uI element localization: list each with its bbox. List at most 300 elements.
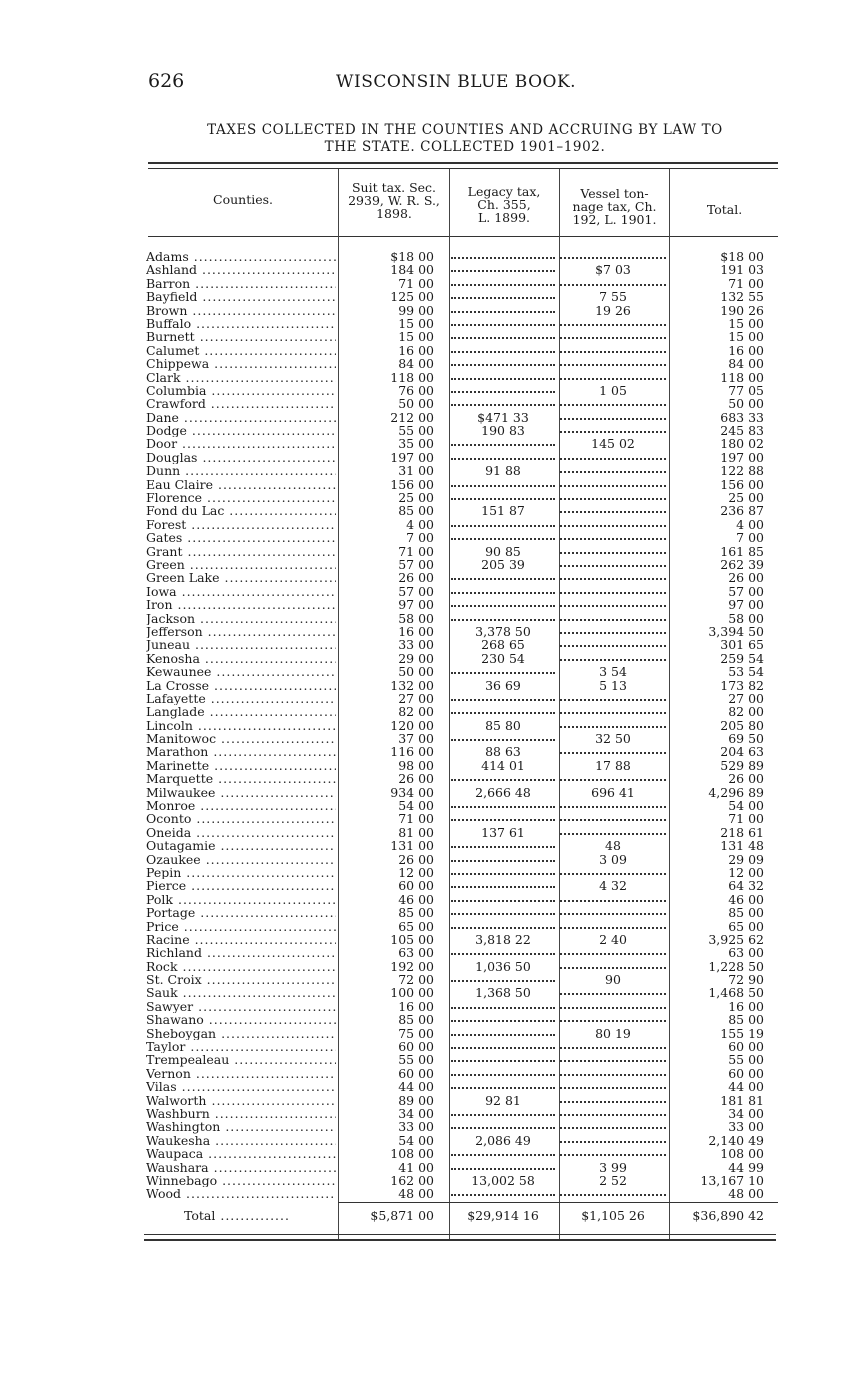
- county-name: Waukesha .....: [146, 1134, 336, 1147]
- suit-tax-value: 118 00: [390, 369, 434, 385]
- dot-leader: [451, 1013, 555, 1022]
- table-row: [0, 933, 859, 946]
- suit-tax-value: 75 00: [398, 1025, 434, 1041]
- table-row: [0, 866, 859, 879]
- county-name: Green Lake .....: [146, 571, 336, 584]
- header-legacy-tax-line: Ch. 355,: [477, 197, 531, 212]
- county-name: Vernon .....: [146, 1067, 336, 1080]
- suit-tax-value: 156 00: [390, 476, 434, 492]
- dot-leader: [560, 344, 666, 353]
- dot-leader: [560, 585, 666, 594]
- dot-leader: [451, 437, 555, 446]
- total-value: 204 63: [720, 744, 764, 760]
- suit-tax-value: 85 00: [398, 905, 434, 921]
- header-bottom-rule: [148, 236, 778, 237]
- suit-tax-value: 184 00: [390, 262, 434, 278]
- legacy-tax-value: [451, 799, 555, 812]
- dot-leader: [451, 304, 555, 313]
- total-value: 84 00: [728, 356, 764, 372]
- total-value: $18 00: [720, 249, 764, 264]
- totals-suit: $5,871 00: [370, 1208, 434, 1223]
- vessel-tax-value: [560, 451, 666, 464]
- totals-row: [0, 1208, 859, 1224]
- legacy-tax-value: [451, 732, 555, 745]
- suit-tax-value: 71 00: [398, 811, 434, 827]
- vessel-tax-value: [560, 946, 666, 959]
- dot-leader: [560, 1040, 666, 1049]
- dot-leader: [451, 397, 555, 406]
- total-value: 13,167 10: [700, 1172, 764, 1188]
- table-row: [0, 344, 859, 357]
- vessel-tax-value: [560, 893, 666, 906]
- vessel-tax-value: [560, 1120, 666, 1133]
- legacy-tax-value: [451, 812, 555, 825]
- table-row: [0, 504, 859, 517]
- legacy-tax-value: [451, 451, 555, 464]
- legacy-tax-value: [451, 397, 555, 410]
- legacy-tax-value: 230 54: [481, 650, 525, 666]
- dot-leader: [451, 317, 555, 326]
- dot-leader: [560, 893, 666, 902]
- total-value: 181 81: [720, 1092, 764, 1108]
- suit-tax-value: 192 00: [390, 958, 434, 974]
- dot-leader: [560, 478, 666, 487]
- total-value: 63 00: [728, 945, 764, 961]
- county-name: Lafayette .....: [146, 692, 336, 705]
- dot-leader: [560, 464, 666, 473]
- dot-leader: [451, 1000, 555, 1009]
- dot-leader: [560, 719, 666, 728]
- legacy-tax-value: [451, 1013, 555, 1026]
- county-name: Outagamie .....: [146, 839, 336, 852]
- suit-tax-value: 54 00: [398, 1132, 434, 1148]
- legacy-tax-value: [451, 866, 555, 879]
- legacy-tax-value: 268 65: [481, 637, 525, 653]
- table-row: [0, 491, 859, 504]
- legacy-tax-value: 91 88: [485, 463, 521, 479]
- total-value: 259 54: [720, 650, 764, 666]
- county-name: Taylor .....: [146, 1040, 336, 1053]
- suit-tax-value: 81 00: [398, 824, 434, 840]
- suit-tax-value: 63 00: [398, 945, 434, 961]
- legacy-tax-value: [451, 1000, 555, 1013]
- dot-leader: [560, 638, 666, 647]
- vessel-tax-value: [560, 799, 666, 812]
- county-name: Portage .....: [146, 906, 336, 919]
- top-rule-thick: [148, 162, 778, 164]
- dot-leader: [560, 330, 666, 339]
- county-name: Chippewa .....: [146, 357, 336, 370]
- vessel-tax-value: [560, 518, 666, 531]
- county-name: Barron .....: [146, 277, 336, 290]
- table-row: [0, 1080, 859, 1093]
- county-name: Oconto .....: [146, 812, 336, 825]
- county-name: Ozaukee .....: [146, 853, 336, 866]
- table-row: [0, 745, 859, 758]
- totals-total: $36,890 42: [692, 1208, 764, 1223]
- suit-tax-value: 26 00: [398, 570, 434, 586]
- total-value: 262 39: [720, 556, 764, 572]
- legacy-tax-value: [451, 1187, 555, 1200]
- legacy-tax-value: 414 01: [481, 757, 525, 773]
- dot-leader: [560, 1107, 666, 1116]
- county-name: Calumet .....: [146, 344, 336, 357]
- table-row: [0, 612, 859, 625]
- dot-leader: [451, 531, 555, 540]
- header-vessel-tax-line: nage tax, Ch.: [572, 199, 657, 214]
- legacy-tax-value: [451, 665, 555, 678]
- table-row: [0, 558, 859, 571]
- dot-leader: [560, 799, 666, 808]
- table-row: [0, 1147, 859, 1160]
- totals-legacy: $29,914 16: [467, 1208, 539, 1223]
- suit-tax-value: 71 00: [398, 543, 434, 559]
- suit-tax-value: 16 00: [398, 342, 434, 358]
- table-row: [0, 986, 859, 999]
- suit-tax-value: 71 00: [398, 275, 434, 291]
- county-name: Wood .....: [146, 1187, 336, 1200]
- vessel-tax-value: $7 03: [595, 262, 631, 278]
- dot-leader: [451, 1053, 555, 1062]
- table-row: [0, 371, 859, 384]
- legacy-tax-value: [451, 1107, 555, 1120]
- legacy-tax-value: $471 33: [477, 409, 529, 425]
- table-row: [0, 772, 859, 785]
- legacy-tax-value: [451, 371, 555, 384]
- dot-leader: [451, 344, 555, 353]
- table-row: [0, 812, 859, 825]
- vessel-tax-value: [560, 250, 666, 263]
- table-row: [0, 531, 859, 544]
- vessel-tax-value: [560, 745, 666, 758]
- header-vessel-tax: [561, 187, 668, 226]
- dot-leader: [451, 893, 555, 902]
- dot-leader: [451, 973, 555, 982]
- suit-tax-value: 60 00: [398, 878, 434, 894]
- county-name: Washington .....: [146, 1120, 336, 1133]
- table-row: [0, 839, 859, 852]
- legacy-tax-value: [451, 384, 555, 397]
- suit-tax-value: 120 00: [390, 717, 434, 733]
- legacy-tax-value: 2,666 48: [475, 784, 531, 800]
- vessel-tax-value: [560, 1147, 666, 1160]
- vessel-tax-value: [560, 986, 666, 999]
- dot-leader: [560, 571, 666, 580]
- dot-leader: [451, 799, 555, 808]
- legacy-tax-value: [451, 518, 555, 531]
- county-name: Burnett .....: [146, 330, 336, 343]
- vessel-tax-value: 7 55: [599, 289, 627, 305]
- dot-leader: [451, 518, 555, 527]
- dot-leader: [451, 853, 555, 862]
- total-value: 4 00: [736, 516, 764, 532]
- dot-leader: [560, 531, 666, 540]
- table-row: [0, 826, 859, 839]
- table-row: [0, 799, 859, 812]
- vessel-tax-value: [560, 652, 666, 665]
- vessel-tax-value: 48: [605, 838, 621, 854]
- vessel-tax-value: [560, 317, 666, 330]
- county-name: Manitowoc .....: [146, 732, 336, 745]
- totals-label: Total .....: [184, 1208, 290, 1223]
- county-name: Price .....: [146, 920, 336, 933]
- county-name: Juneau .....: [146, 638, 336, 651]
- legacy-tax-value: [451, 946, 555, 959]
- table-row: [0, 518, 859, 531]
- county-name: Kenosha .....: [146, 652, 336, 665]
- header-total: Total.: [706, 202, 743, 217]
- suit-tax-value: 55 00: [398, 423, 434, 439]
- suit-tax-value: 60 00: [398, 1065, 434, 1081]
- county-name: Ashland .....: [146, 263, 336, 276]
- vessel-tax-value: 90: [605, 972, 621, 988]
- table-row: [0, 397, 859, 410]
- dot-leader: [451, 839, 555, 848]
- suit-tax-value: 16 00: [398, 623, 434, 639]
- dot-leader: [451, 585, 555, 594]
- table-row: [0, 732, 859, 745]
- legacy-tax-value: [451, 692, 555, 705]
- table-row: [0, 1120, 859, 1133]
- total-value: 71 00: [728, 275, 764, 291]
- county-name: Dane .....: [146, 411, 336, 424]
- suit-tax-value: 60 00: [398, 1039, 434, 1055]
- suit-tax-value: 57 00: [398, 583, 434, 599]
- bottom-rule: [144, 1234, 776, 1235]
- vessel-tax-value: 4 32: [599, 878, 627, 894]
- county-name: Clark .....: [146, 371, 336, 384]
- running-head: WISCONSIN BLUE BOOK.: [336, 72, 577, 92]
- dot-leader: [560, 277, 666, 286]
- table-row: [0, 424, 859, 437]
- suit-tax-value: 33 00: [398, 637, 434, 653]
- vessel-tax-value: [560, 424, 666, 437]
- legacy-tax-value: [451, 1120, 555, 1133]
- header-suit-tax-line: 1898.: [376, 206, 412, 221]
- vessel-tax-value: [560, 371, 666, 384]
- vessel-tax-value: [560, 625, 666, 638]
- dot-leader: [560, 1000, 666, 1009]
- county-name: Grant .....: [146, 545, 336, 558]
- suit-tax-value: 16 00: [398, 998, 434, 1014]
- vessel-tax-value: [560, 1094, 666, 1107]
- totals-top-rule: [338, 1202, 778, 1203]
- county-name: Marquette .....: [146, 772, 336, 785]
- vessel-tax-value: [560, 906, 666, 919]
- vessel-tax-value: [560, 478, 666, 491]
- header-suit-tax-line: Suit tax. Sec.: [351, 180, 436, 195]
- vessel-tax-value: [560, 920, 666, 933]
- dot-leader: [451, 330, 555, 339]
- table-row: [0, 692, 859, 705]
- dot-leader: [560, 986, 666, 995]
- legacy-tax-value: 36 69: [485, 677, 521, 693]
- suit-tax-value: 15 00: [398, 329, 434, 345]
- suit-tax-value: 212 00: [390, 409, 434, 425]
- vessel-tax-value: 696 41: [591, 784, 635, 800]
- total-value: 156 00: [720, 476, 764, 492]
- dot-leader: [560, 625, 666, 634]
- vessel-tax-value: [560, 344, 666, 357]
- county-name: Jackson .....: [146, 612, 336, 625]
- legacy-tax-value: [451, 1147, 555, 1160]
- suit-tax-value: 97 00: [398, 597, 434, 613]
- suit-tax-value: 26 00: [398, 771, 434, 787]
- dot-leader: [451, 906, 555, 915]
- dot-leader: [451, 1187, 555, 1196]
- dot-leader: [451, 491, 555, 500]
- table-row: [0, 478, 859, 491]
- vessel-tax-value: [560, 1000, 666, 1013]
- total-value: 190 26: [720, 302, 764, 318]
- dot-leader: [560, 812, 666, 821]
- legacy-tax-value: [451, 277, 555, 290]
- suit-tax-value: 46 00: [398, 891, 434, 907]
- dot-leader: [451, 705, 555, 714]
- suit-tax-value: 7 00: [406, 530, 434, 546]
- dot-leader: [560, 826, 666, 835]
- suit-tax-value: 4 00: [406, 516, 434, 532]
- total-value: 77 05: [728, 382, 764, 398]
- legacy-tax-value: 85 80: [485, 717, 521, 733]
- total-value: 55 00: [728, 1052, 764, 1068]
- total-value: 82 00: [728, 704, 764, 720]
- vessel-tax-value: [560, 612, 666, 625]
- total-value: 44 99: [728, 1159, 764, 1175]
- dot-leader: [451, 277, 555, 286]
- total-value: 53 54: [728, 664, 764, 680]
- suit-tax-value: 48 00: [398, 1186, 434, 1202]
- legacy-tax-value: 205 39: [481, 556, 525, 572]
- total-value: 85 00: [728, 1012, 764, 1028]
- total-value: 118 00: [720, 369, 764, 385]
- table-row: [0, 317, 859, 330]
- table-row: [0, 1134, 859, 1147]
- suit-tax-value: 162 00: [390, 1172, 434, 1188]
- suit-tax-value: 44 00: [398, 1079, 434, 1095]
- vessel-tax-value: 32 50: [595, 731, 631, 747]
- county-name: Dodge .....: [146, 424, 336, 437]
- table-row: [0, 1067, 859, 1080]
- legacy-tax-value: [451, 1027, 555, 1040]
- county-name: Marinette .....: [146, 759, 336, 772]
- total-value: 218 61: [720, 824, 764, 840]
- suit-tax-value: 108 00: [390, 1146, 434, 1162]
- table-row: [0, 411, 859, 424]
- county-name: Florence .....: [146, 491, 336, 504]
- total-value: 1,468 50: [708, 985, 764, 1001]
- legacy-tax-value: [451, 973, 555, 986]
- vessel-tax-value: [560, 1080, 666, 1093]
- suit-tax-value: 116 00: [390, 744, 434, 760]
- dot-leader: [560, 518, 666, 527]
- suit-tax-value: $18 00: [390, 249, 434, 264]
- total-value: 3,925 62: [708, 931, 764, 947]
- legacy-tax-value: [451, 1053, 555, 1066]
- vessel-tax-value: [560, 504, 666, 517]
- dot-leader: [560, 705, 666, 714]
- total-value: 173 82: [720, 677, 764, 693]
- table-row: [0, 759, 859, 772]
- legacy-tax-value: [451, 839, 555, 852]
- legacy-tax-value: 151 87: [481, 503, 525, 519]
- dot-leader: [560, 866, 666, 875]
- county-name: Polk .....: [146, 893, 336, 906]
- county-name: Sawyer .....: [146, 1000, 336, 1013]
- county-name: Green .....: [146, 558, 336, 571]
- legacy-tax-value: [451, 344, 555, 357]
- dot-leader: [451, 612, 555, 621]
- total-value: 108 00: [720, 1146, 764, 1162]
- legacy-tax-value: 90 85: [485, 543, 521, 559]
- total-value: 26 00: [728, 771, 764, 787]
- total-value: 27 00: [728, 690, 764, 706]
- county-name: Richland .....: [146, 946, 336, 959]
- county-name: Kewaunee .....: [146, 665, 336, 678]
- table-row: [0, 384, 859, 397]
- table-row: [0, 1040, 859, 1053]
- legacy-tax-value: [451, 571, 555, 584]
- suit-tax-value: 197 00: [390, 449, 434, 465]
- county-name: Eau Claire .....: [146, 478, 336, 491]
- vessel-tax-value: [560, 1053, 666, 1066]
- table-row: [0, 1013, 859, 1026]
- total-value: 7 00: [736, 530, 764, 546]
- legacy-tax-value: [451, 853, 555, 866]
- total-value: 50 00: [728, 396, 764, 412]
- vessel-tax-value: [560, 1107, 666, 1120]
- dot-leader: [560, 411, 666, 420]
- top-rule: [148, 168, 778, 169]
- dot-leader: [560, 772, 666, 781]
- total-value: 48 00: [728, 1186, 764, 1202]
- dot-leader: [451, 866, 555, 875]
- table-row: [0, 357, 859, 370]
- vessel-tax-value: [560, 491, 666, 504]
- total-value: 180 02: [720, 436, 764, 452]
- vessel-tax-value: [560, 411, 666, 424]
- suit-tax-value: 12 00: [398, 864, 434, 880]
- suit-tax-value: 85 00: [398, 503, 434, 519]
- county-name: Door .....: [146, 437, 336, 450]
- dot-leader: [560, 424, 666, 433]
- total-value: 1,228 50: [708, 958, 764, 974]
- legacy-tax-value: 3,378 50: [475, 623, 531, 639]
- header-legacy-tax-line: L. 1899.: [477, 210, 531, 225]
- vessel-tax-value: [560, 545, 666, 558]
- vessel-tax-value: [560, 866, 666, 879]
- total-value: 12 00: [728, 864, 764, 880]
- vessel-tax-value: 3 54: [599, 664, 627, 680]
- total-value: 236 87: [720, 503, 764, 519]
- table-row: [0, 1161, 859, 1174]
- dot-leader: [560, 1187, 666, 1196]
- legacy-tax-value: [451, 531, 555, 544]
- county-name: Pierce .....: [146, 879, 336, 892]
- dot-leader: [560, 960, 666, 969]
- suit-tax-value: 50 00: [398, 664, 434, 680]
- vessel-tax-value: [560, 357, 666, 370]
- table-row: [0, 1094, 859, 1107]
- dot-leader: [451, 571, 555, 580]
- vessel-tax-value: [560, 330, 666, 343]
- table-row: [0, 598, 859, 611]
- suit-tax-value: 76 00: [398, 382, 434, 398]
- legacy-tax-value: 88 63: [485, 744, 521, 760]
- suit-tax-value: 105 00: [390, 931, 434, 947]
- county-name: Langlade .....: [146, 705, 336, 718]
- total-value: 85 00: [728, 905, 764, 921]
